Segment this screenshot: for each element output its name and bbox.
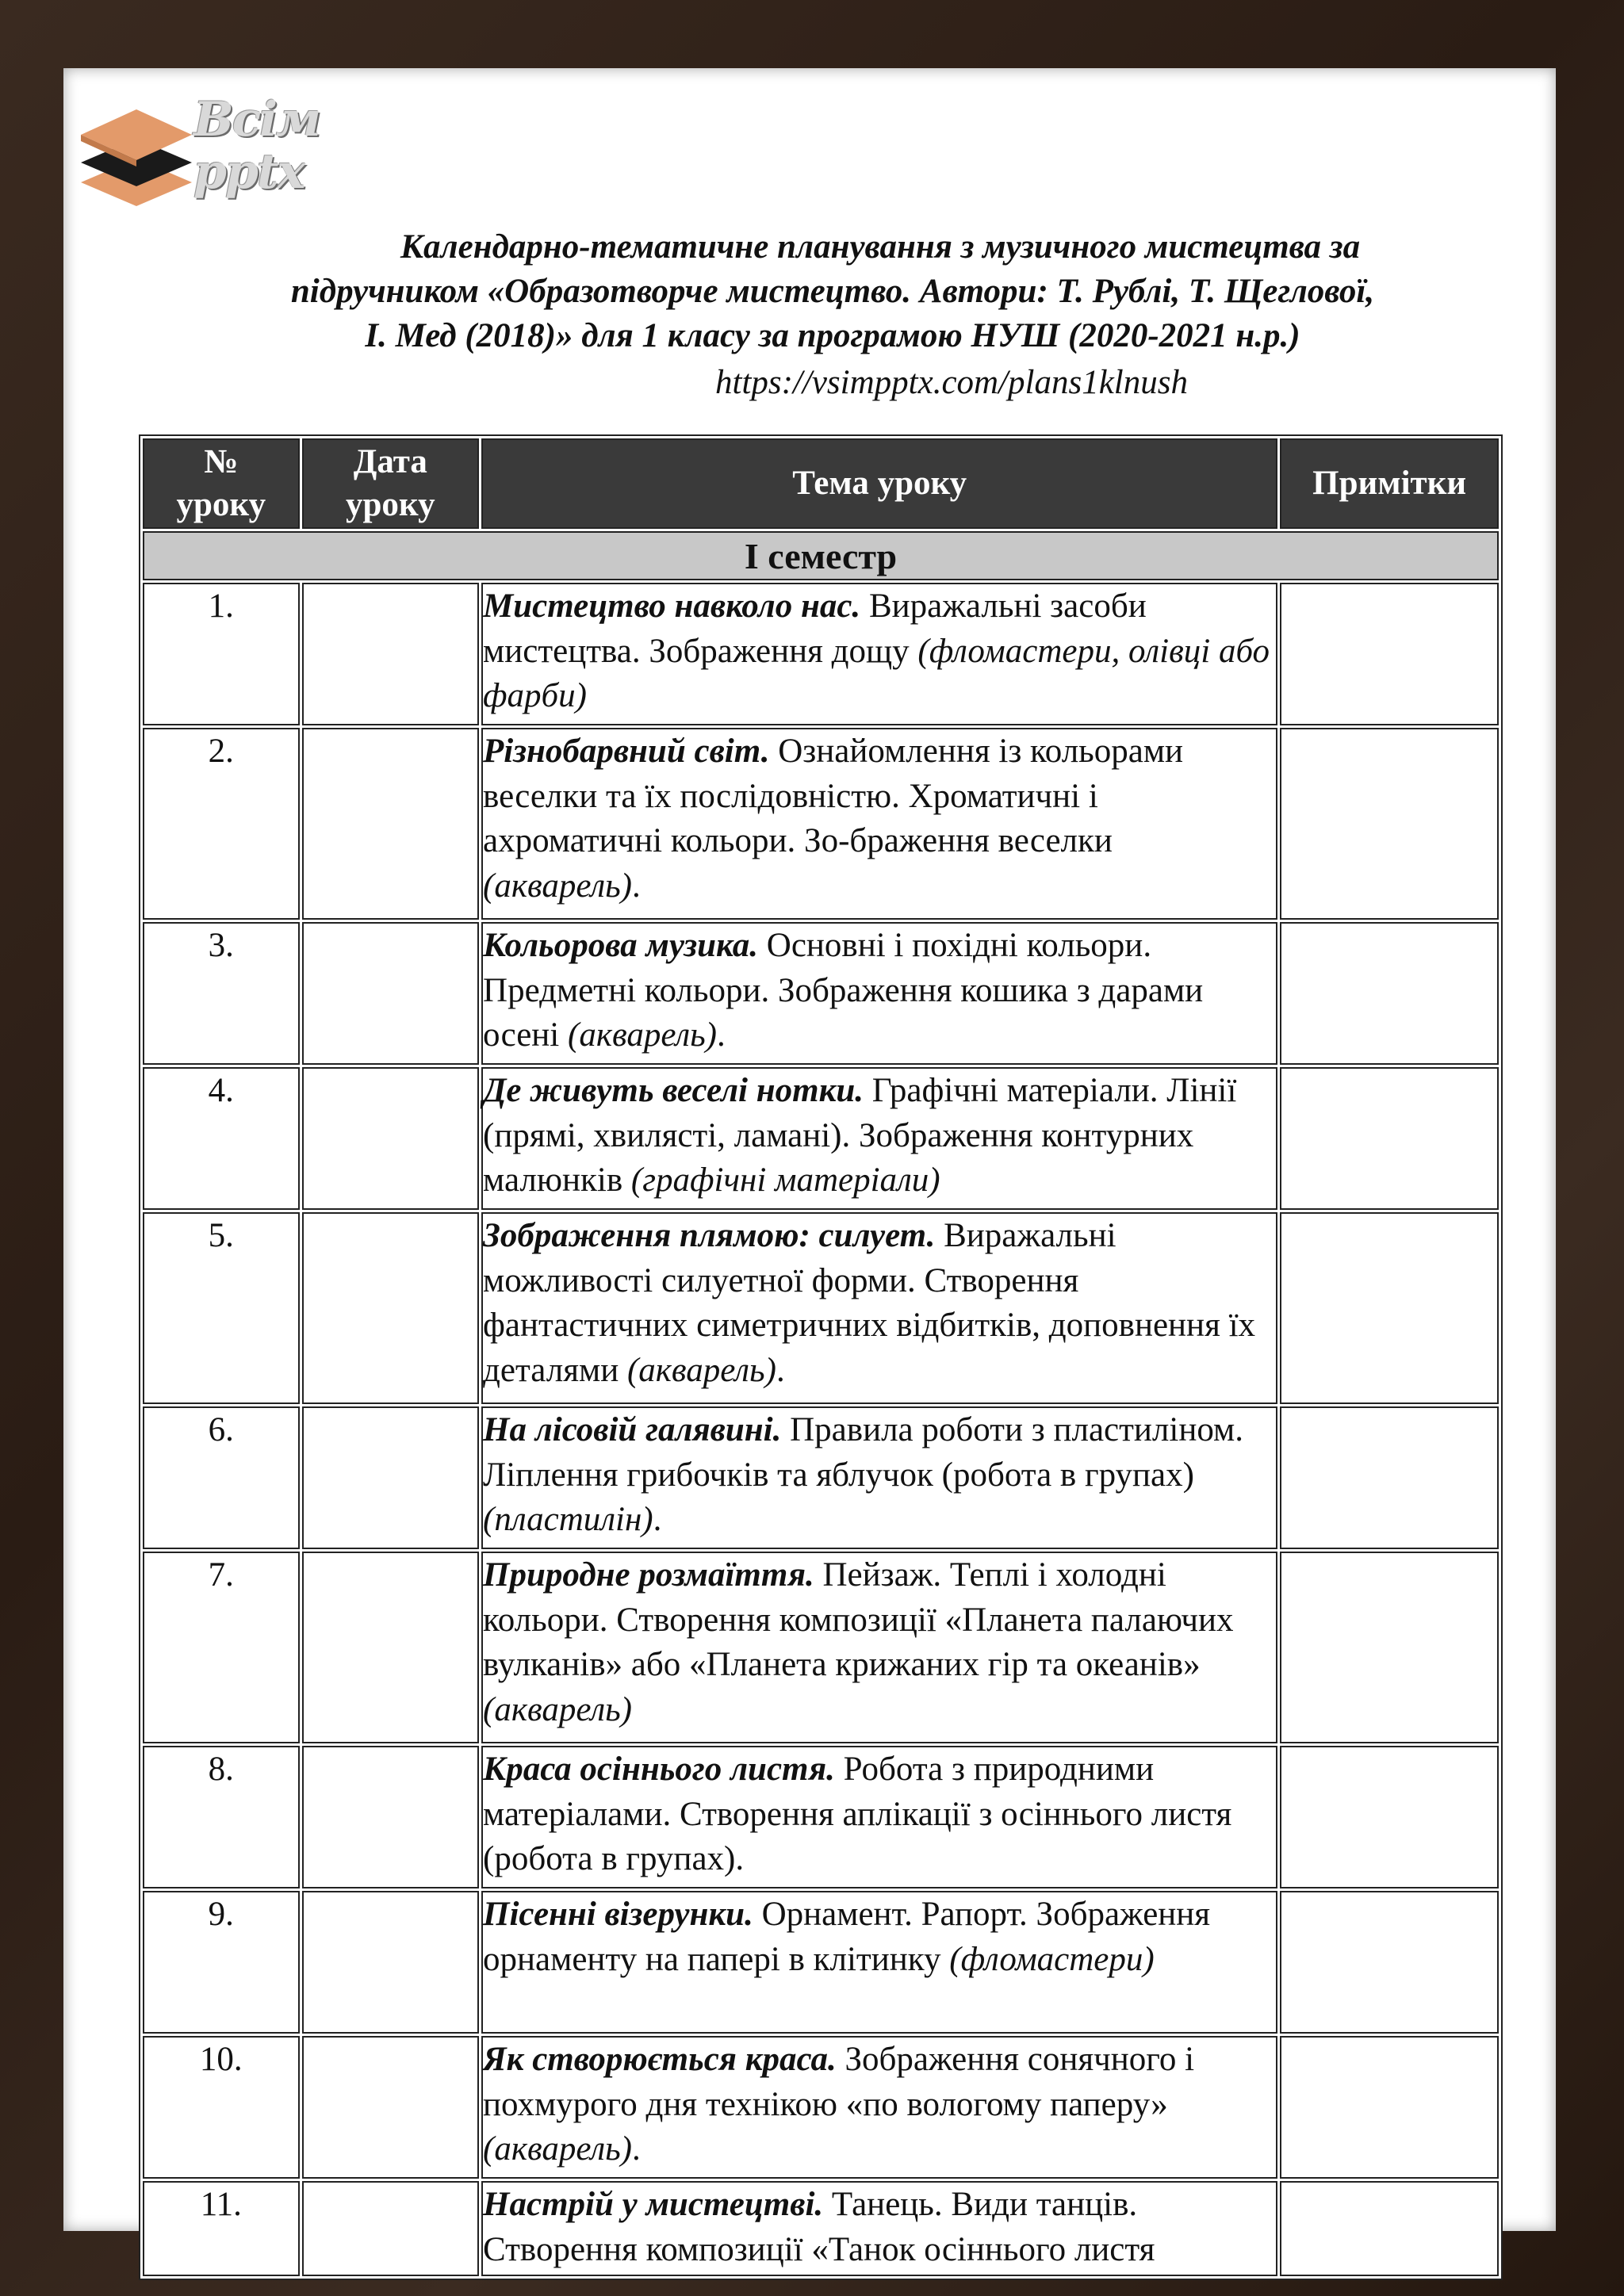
lesson-topic-cell	[481, 1746, 1277, 1888]
header-num-line1: №	[204, 443, 239, 480]
lesson-notes-cell[interactable]	[1280, 583, 1499, 725]
header-topic: Тема уроку	[481, 438, 1277, 529]
lesson-topic-cell	[481, 1406, 1277, 1549]
title-line-2: підручником «Образотворче мистецтво. Автори: Т. Рублі, Т. Щеглової,	[290, 273, 1375, 310]
lesson-materials: (акварель)	[626, 1351, 776, 1389]
lesson-title: На лісовій галявині.	[483, 1411, 782, 1448]
lesson-number: 6.	[143, 1406, 300, 1549]
lesson-notes-cell[interactable]	[1280, 1067, 1499, 1210]
stacked-sheets-icon	[73, 87, 200, 222]
lesson-title: Пісенні візерунки.	[483, 1896, 753, 1933]
document-title	[182, 225, 1483, 358]
lesson-description: Орнамент. Рапорт. Зображення орнаменту на папері в клітинку	[483, 1896, 1211, 1978]
lesson-title: Зображення плямою: силует.	[483, 1217, 936, 1254]
lesson-description: Виражальні засоби мистецтва. Зображення дощу	[483, 587, 1147, 670]
lesson-materials: (акварель)	[483, 2130, 632, 2168]
table-row	[143, 728, 1499, 920]
lesson-topic-cell	[481, 1212, 1277, 1404]
table-row	[143, 1212, 1499, 1404]
header-notes: Примітки	[1280, 438, 1499, 529]
lesson-trailing-punctuation: .	[653, 1501, 662, 1538]
lesson-trailing-punctuation: .	[716, 1016, 726, 1054]
table-row	[143, 2036, 1499, 2179]
lesson-description: Робота з природними матеріалами. Створення аплікації з осіннього листя (робота в групах).	[483, 1751, 1232, 1877]
table-row	[143, 583, 1499, 725]
document-page	[63, 68, 1556, 2268]
lesson-title: Краса осіннього листя.	[483, 1751, 835, 1788]
lesson-title: Де живуть веселі нотки.	[483, 1072, 864, 1109]
lesson-description: Виражальні можливості силуетної форми. Створення фантастичних симетричних відбитків, доповнення їх деталями	[483, 1217, 1256, 1389]
lesson-description: Правила роботи з пластиліном. Ліплення грибочків та яблучок (робота в групах)	[483, 1411, 1243, 1494]
lesson-description: Основні і похідні кольори. Предметні кольори. Зображення кошика з дарами осені	[483, 927, 1204, 1054]
lesson-date-cell[interactable]	[302, 1552, 479, 1743]
lesson-notes-cell[interactable]	[1280, 1406, 1499, 1549]
lesson-number: 2.	[143, 728, 300, 920]
source-url-text[interactable]: https://vsimpptx.com/plans1klnush	[715, 364, 1188, 401]
table-row	[143, 1406, 1499, 1549]
lesson-date-cell[interactable]	[302, 1891, 479, 2034]
lesson-notes-cell[interactable]	[1280, 1552, 1499, 1743]
logo-text-line2: pptx	[193, 144, 304, 200]
lesson-materials: (фломастери, олівці або фарби)	[483, 632, 1270, 714]
lesson-notes-cell[interactable]	[1280, 1212, 1499, 1404]
header-date	[302, 438, 479, 529]
header-num-line2: уроку	[176, 486, 266, 523]
lesson-trailing-punctuation: .	[632, 867, 641, 905]
lesson-materials: (графічні матеріали)	[630, 1161, 940, 1199]
lesson-date-cell[interactable]	[302, 1746, 479, 1888]
lesson-topic-cell	[481, 2036, 1277, 2179]
lesson-topic-cell	[481, 922, 1277, 1065]
lesson-date-cell[interactable]	[302, 583, 479, 725]
lesson-number: 4.	[143, 1067, 300, 1210]
lesson-title: Мистецтво навколо нас.	[483, 587, 861, 625]
table-row	[143, 1552, 1499, 1743]
lesson-title: Природне розмаїття.	[483, 1556, 814, 1594]
lesson-materials: (акварель)	[568, 1016, 717, 1054]
title-line-3: І. Мед (2018)» для 1 класу за програмою НУШ (2020-2021 н.р.)	[365, 317, 1300, 354]
lesson-date-cell[interactable]	[302, 2181, 479, 2276]
table-row	[143, 1067, 1499, 1210]
lesson-title: Як створюється краса.	[483, 2041, 837, 2078]
lesson-date-cell[interactable]	[302, 728, 479, 920]
lesson-title: Різнобарвний світ.	[483, 733, 770, 770]
lesson-description: Зображення сонячного і похмурого дня технікою «по вологому паперу»	[483, 2041, 1195, 2123]
lesson-description: Танець. Види танців. Створення композиції «Танок осіннього листя	[483, 2186, 1155, 2268]
lesson-notes-cell[interactable]	[1280, 922, 1499, 1065]
lesson-number: 9.	[143, 1891, 300, 2034]
lesson-notes-cell[interactable]	[1280, 1746, 1499, 1888]
lesson-topic-cell	[481, 1552, 1277, 1743]
lesson-number: 3.	[143, 922, 300, 1065]
lesson-title: Настрій у мистецтві.	[483, 2186, 824, 2223]
semester-row	[143, 531, 1499, 580]
lesson-topic-cell	[481, 1891, 1277, 2034]
lesson-topic-cell	[481, 728, 1277, 920]
lesson-notes-cell[interactable]	[1280, 2036, 1499, 2179]
table-row	[143, 922, 1499, 1065]
lesson-date-cell[interactable]	[302, 922, 479, 1065]
lesson-notes-cell[interactable]	[1280, 2181, 1499, 2276]
lesson-materials: (фломастери)	[949, 1940, 1155, 1978]
logo-text-line1: Всім	[193, 92, 320, 147]
table-row	[143, 2181, 1499, 2276]
source-url[interactable]	[182, 363, 1610, 402]
table-row	[143, 1746, 1499, 1888]
lesson-number: 7.	[143, 1552, 300, 1743]
lesson-notes-cell[interactable]	[1280, 1891, 1499, 2034]
lesson-number: 1.	[143, 583, 300, 725]
lesson-date-cell[interactable]	[302, 1067, 479, 1210]
lesson-date-cell[interactable]	[302, 2036, 479, 2179]
header-date-line2: уроку	[346, 486, 435, 523]
header-date-line1: Дата	[353, 443, 427, 480]
lesson-topic-cell	[481, 583, 1277, 725]
site-logo[interactable]	[73, 79, 327, 222]
header-lesson-number	[143, 438, 300, 529]
lesson-description: Графічні матеріали. Лінії (прямі, хвилясті, ламані). Зображення контурних малюнків	[483, 1072, 1237, 1199]
lesson-trailing-punctuation: .	[632, 2130, 641, 2168]
lesson-materials: (акварель)	[483, 867, 632, 905]
lesson-number: 10.	[143, 2036, 300, 2179]
lesson-topic-cell	[481, 2181, 1277, 2276]
lesson-trailing-punctuation: .	[776, 1351, 785, 1389]
lesson-notes-cell[interactable]	[1280, 728, 1499, 920]
table-row	[143, 1891, 1499, 2034]
title-line-1: Календарно-тематичне планування з музичного мистецтва за	[400, 228, 1361, 266]
lesson-title: Кольорова музика.	[483, 927, 759, 964]
lesson-description: Ознайомлення із кольорами веселки та їх послідовністю. Хроматичні і ахроматичні кольори. Зо-браження веселки	[483, 733, 1184, 859]
semester-label: І семестр	[143, 531, 1499, 580]
lesson-plan-table	[139, 434, 1503, 2280]
lesson-materials: (акварель)	[483, 1690, 632, 1728]
lesson-number: 5.	[143, 1212, 300, 1404]
lesson-date-cell[interactable]	[302, 1212, 479, 1404]
lesson-topic-cell	[481, 1067, 1277, 1210]
lesson-materials: (пластилін)	[483, 1501, 653, 1538]
table-header-row	[143, 438, 1499, 529]
lesson-description: Пейзаж. Теплі і холодні кольори. Створення композиції «Планета палаючих вулканів» або «Планета крижаних гір та океанів»	[483, 1556, 1234, 1683]
lesson-number: 8.	[143, 1746, 300, 1888]
lesson-number: 11.	[143, 2181, 300, 2276]
lesson-date-cell[interactable]	[302, 1406, 479, 1549]
